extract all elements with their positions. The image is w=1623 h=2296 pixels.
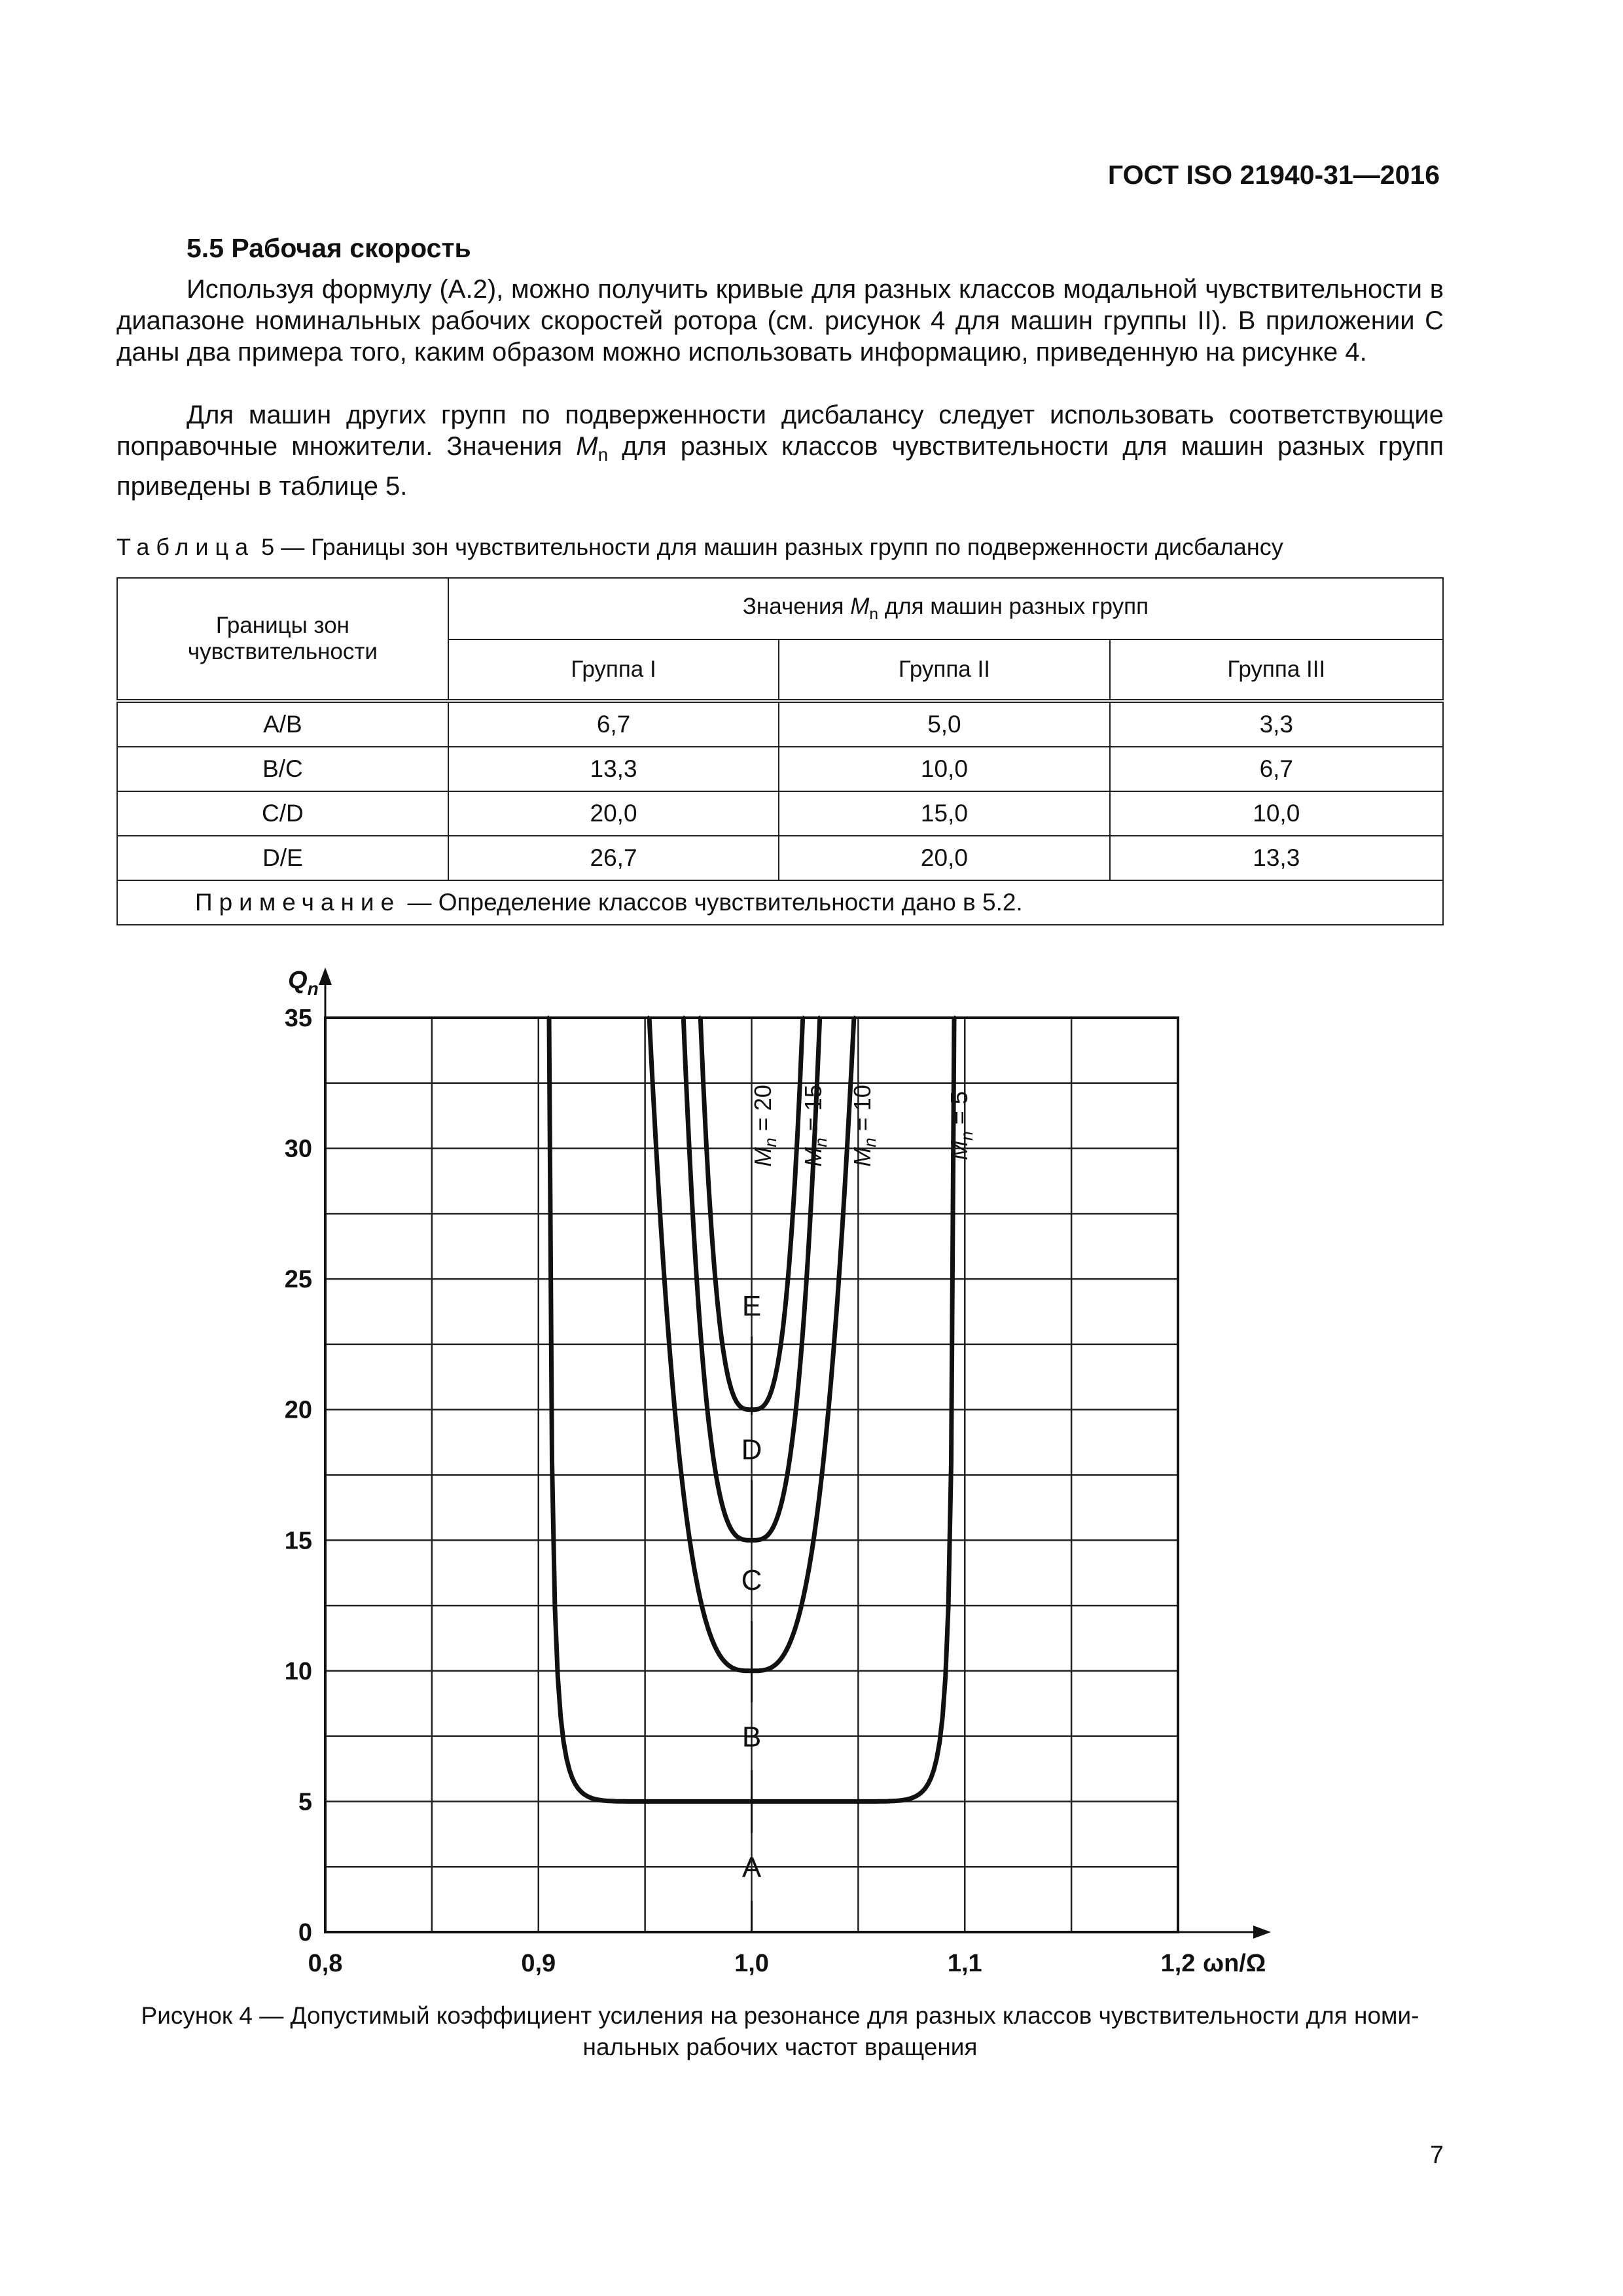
x-axis-arrow [1253, 1926, 1271, 1939]
x-tick-label: 1,0 [734, 1950, 769, 1977]
zone-cell: B/C [117, 747, 448, 791]
table-header-zones-text: Границы зон чувствительности [187, 613, 378, 664]
group-header-a: Значения [742, 594, 844, 619]
y-axis-arrow [319, 967, 332, 985]
paragraph-2-part-b: для разных классов чувствительности для машин разных групп приведены в таблице 5. [116, 432, 1444, 501]
series-label [946, 1091, 976, 1160]
figure-caption-line-2: нальных рабочих частот вращения [582, 2034, 978, 2060]
value-cell: 26,7 [448, 836, 779, 880]
zone-cell: D/E [117, 836, 448, 880]
value-cell: 20,0 [779, 836, 1109, 880]
series-label-val: = 5 [946, 1091, 972, 1132]
x-axis-label: ωn/Ω [1203, 1950, 1266, 1977]
series-label-sym: M [849, 1147, 876, 1167]
group-header-sub: n [869, 605, 879, 623]
page-number: 7 [1429, 2142, 1444, 2169]
zone-label-e: E [741, 1290, 762, 1323]
paragraph-2-part-a: Для машин других групп по подверженности дисбалансу следует использовать соответствующие поправочные множители. Значения [116, 401, 1444, 461]
group-header-b: для машин разных групп [884, 594, 1149, 619]
zone-cell: A/B [117, 701, 448, 747]
chart-tick-labels [285, 1005, 1196, 1977]
value-cell: 15,0 [779, 791, 1109, 836]
zone-label-d: D [741, 1433, 762, 1466]
series-label [800, 1085, 830, 1167]
y-tick-label: 15 [284, 1527, 312, 1555]
value-cell: 6,7 [448, 701, 779, 747]
series-label-sub: n [811, 1138, 830, 1147]
x-tick-label: 1,2 [1160, 1950, 1196, 1977]
series-label-text [749, 1085, 780, 1167]
value-cell: 10,0 [1110, 791, 1443, 836]
value-cell: 5,0 [779, 701, 1109, 747]
series-label-text [946, 1091, 976, 1160]
y-tick-label: 30 [284, 1135, 312, 1163]
series-label-val: = 20 [749, 1085, 776, 1138]
value-cell: 10,0 [779, 747, 1109, 791]
table-note-text: — Определение классов чувствительности дано в 5.2. [407, 889, 1023, 916]
figure-caption-line-1: Рисунок 4 — Допустимый коэффициент усиления на резонансе для разных классов чувствительности для номи- [141, 2002, 1419, 2029]
y-axis-label-sub: n [307, 978, 319, 999]
series-label-sub: n [957, 1131, 976, 1141]
table-header-group-2: Группа II [779, 639, 1109, 701]
series-label-sub: n [760, 1138, 780, 1147]
series-label-text [849, 1085, 880, 1167]
series-label-val: = 10 [849, 1085, 876, 1138]
figure-caption [116, 2000, 1444, 2063]
mn-symbol: M [576, 432, 598, 461]
table-caption-label: Таблица [116, 533, 255, 560]
paragraph-1-text: Используя формулу (А.2), можно получить кривые для разных классов модальной чувствительности в диапазоне номинальных рабочих скоростей ротора (см. рисунок 4 для машин группы II). В приложении С даны два примера того, каким образом можно использовать информацию, приведенную на рисунке 4. [116, 275, 1444, 367]
table-header-group-1: Группа I [448, 639, 779, 701]
chart-axes [319, 967, 1271, 1939]
y-tick-label: 35 [284, 1005, 312, 1032]
table-header-group-3: Группа III [1110, 639, 1443, 701]
value-cell: 3,3 [1110, 701, 1443, 747]
y-tick-label: 20 [284, 1396, 312, 1424]
group-header-sym: M [850, 594, 870, 619]
zone-label-a: A [741, 1852, 762, 1884]
value-cell: 20,0 [448, 791, 779, 836]
y-tick-label: 25 [284, 1266, 312, 1294]
y-axis-label-main: Q [288, 967, 308, 994]
section-title: 5.5 Рабочая скорость [187, 233, 471, 263]
document-header: ГОСТ ISO 21940-31—2016 [1107, 160, 1440, 190]
series-label-sym: M [946, 1140, 972, 1160]
table-note-label: Примечание [195, 889, 401, 916]
table-caption-text: 5 — Границы зон чувствительности для машин разных групп по подверженности дисбалансу [261, 533, 1283, 560]
x-tick-label: 0,8 [308, 1950, 343, 1977]
y-tick-label: 10 [284, 1657, 312, 1685]
mn-subscript: n [597, 444, 609, 465]
chart-labels [288, 967, 1266, 1977]
zone-cell: C/D [117, 791, 448, 836]
value-cell: 6,7 [1110, 747, 1443, 791]
value-cell: 13,3 [448, 747, 779, 791]
x-tick-label: 0,9 [521, 1950, 556, 1977]
series-label-sym: M [749, 1147, 776, 1167]
series-label-val: = 15 [800, 1085, 827, 1138]
y-tick-label: 0 [298, 1919, 312, 1946]
series-label-sub: n [860, 1138, 880, 1147]
x-tick-label: 1,1 [947, 1950, 982, 1977]
zone-label-c: C [741, 1564, 762, 1597]
series-label [749, 1085, 780, 1167]
series-label-sym: M [800, 1147, 827, 1167]
zone-label-b: B [741, 1721, 762, 1753]
series-label-text [800, 1085, 830, 1167]
y-tick-label: 5 [298, 1788, 312, 1816]
series-label [849, 1085, 880, 1167]
value-cell: 13,3 [1110, 836, 1443, 880]
y-axis-label [288, 967, 319, 999]
